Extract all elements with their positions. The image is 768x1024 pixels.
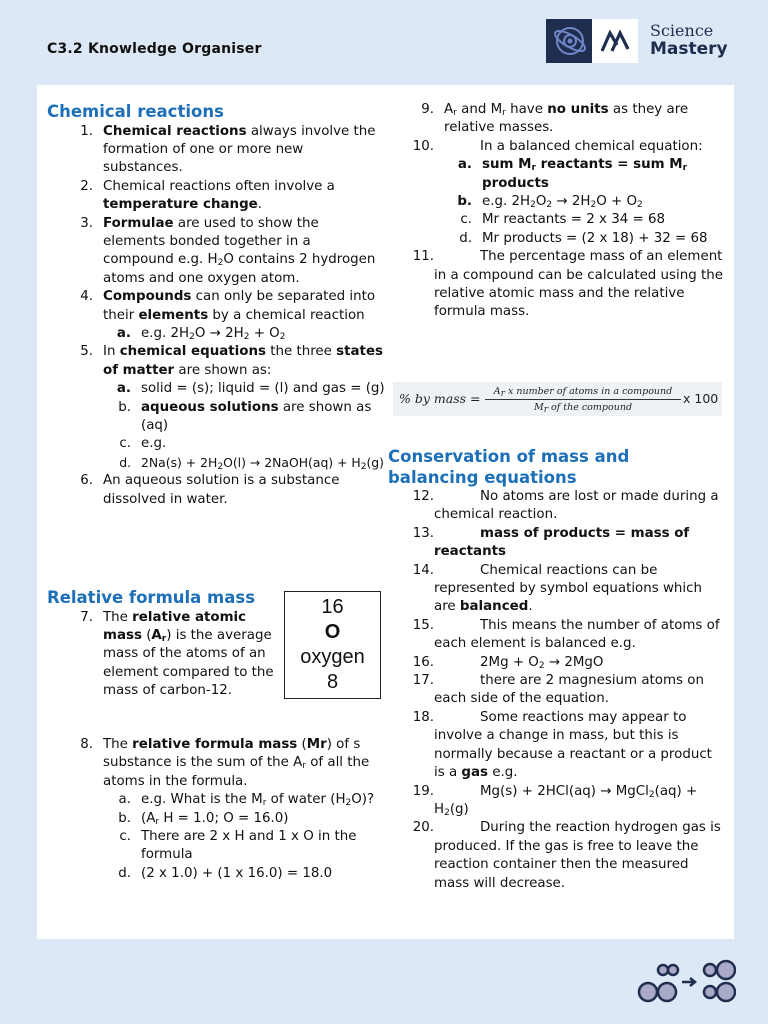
element-symbol: O	[324, 621, 341, 643]
science-mastery-logo	[546, 19, 736, 65]
list-item: 5. In chemical equations the three states of matter are shown as:	[80, 344, 384, 378]
list-item: b. e.g. $2H_2O_2 \to 2H_2O + O_2$	[457, 194, 643, 211]
list-item: 10. In a balanced chemical equation:	[412, 138, 703, 154]
logo-mark	[546, 19, 638, 63]
conservation-section	[388, 447, 725, 893]
list-item: c. Mr reactants = 2 x 34 = 68	[460, 212, 666, 228]
list-item: a. sum $M_r$ reactants = sum $M_r$ products	[457, 157, 688, 191]
element-atomic-number: 8	[326, 671, 339, 693]
left-column	[47, 102, 385, 509]
heading-conservation-of-mass: Conservation of mass and balancing equations	[388, 447, 630, 487]
list-item: 6. An aqueous solution is a substance dissolved in water.	[80, 473, 340, 507]
element-tile-oxygen	[284, 591, 381, 699]
list-item: d. (2 x 1.0) + (1 x 16.0) = 18.0	[118, 865, 333, 881]
relative-formula-list	[47, 736, 385, 883]
list-item: 3. Formulae are used to show the elements bonded together in a compound e.g. $H_2O$ contains 2 hydrogen atoms and one oxygen atom.	[80, 215, 376, 286]
list-item: 17. there are 2 magnesium atoms on each side of the equation.	[412, 673, 704, 707]
list-item: a. e.g. $2H_2O \to 2H_2 + O_2$	[116, 325, 286, 342]
list-item: 20. During the reaction hydrogen gas is produced. If the gas is free to leave the reaction container then the measured mass will decrease.	[412, 820, 721, 891]
list-item: a. e.g. What is the $M_r$ of water $(H_2O)$?	[118, 792, 375, 809]
atom-icon	[546, 19, 638, 63]
list-item: 7. The relative atomic mass $(A_r)$ is the average mass of the atoms of an element compared to the mass of carbon-12.	[80, 609, 274, 699]
right-column	[388, 101, 725, 322]
element-name: oxygen	[300, 646, 365, 668]
heading-relative-formula-mass: Relative formula mass	[47, 588, 256, 607]
list-item: 19. Mg(s) + 2HCl(aq) → MgCl$_2$(aq) + $H_2(g)$	[412, 783, 698, 818]
molecule-reaction-icon	[632, 958, 736, 1006]
list-item: b. ($A_r$ H = 1.0; O = 16.0)	[118, 810, 289, 827]
list-item: 14. Chemical reactions can be represented by symbol equations which are balanced.	[412, 562, 702, 615]
element-mass: 16	[321, 596, 344, 618]
list-item: 13. mass of products = mass of reactants	[412, 525, 690, 560]
logo-line-1: Science	[650, 21, 714, 40]
list-item: 9. $A_r$ and $M_r$ have no units as they are relative masses.	[421, 102, 689, 136]
heading-chemical-reactions: Chemical reactions	[47, 102, 224, 121]
list-item: 2. Chemical reactions often involve a temperature change.	[80, 178, 335, 213]
logo-line-2: Mastery	[650, 39, 728, 59]
percentage-mass-formula: % by mass = $A_r$ x number of atoms in a compound $M_r$ of the compound x 100	[393, 382, 722, 416]
list-item: a. solid = (s); liquid = (l) and gas = (g)	[116, 381, 385, 397]
list-item: b. aqueous solutions are shown as (aq)	[118, 399, 372, 433]
list-item: 8. The relative formula mass (Mr) of s substance is the sum of the $A_r$ of all the atoms in the formula.	[80, 737, 370, 789]
list-item: c. e.g.	[119, 436, 167, 452]
list-item: 4. Compounds can only be separated into their elements by a chemical reaction	[80, 289, 376, 323]
document-title: C3.2 Knowledge Organiser	[47, 41, 262, 57]
list-item: 16. $2Mg + O_2 \to 2MgO$	[412, 654, 604, 671]
list-item: 12. No atoms are lost or made during a chemical reaction.	[412, 489, 719, 523]
list-item: d. Mr products = (2 x 18) + 32 = 68	[459, 230, 708, 246]
list-item: c. There are 2 x H and 1 x O in the formula	[119, 829, 357, 863]
relative-formula-mass-section	[47, 588, 277, 701]
list-item: 11. The percentage mass of an element in a compound can be calculated using the relative atomic mass and the relative formula mass.	[412, 249, 723, 320]
content-card	[37, 85, 734, 939]
list-item: 1. Chemical reactions always involve the formation of one or more new substances.	[80, 123, 376, 176]
list-item: 18. Some reactions may appear to involve a change in mass, but this is normally because a reactant or a product is a gas e.g.	[412, 709, 712, 781]
list-item: d. $2Na(s) + 2H_2O(l)$ → 2NaOH(aq) + $H_2(g)$	[119, 454, 384, 472]
list-item: 15. This means the number of atoms of each element is balanced e.g.	[412, 617, 720, 652]
